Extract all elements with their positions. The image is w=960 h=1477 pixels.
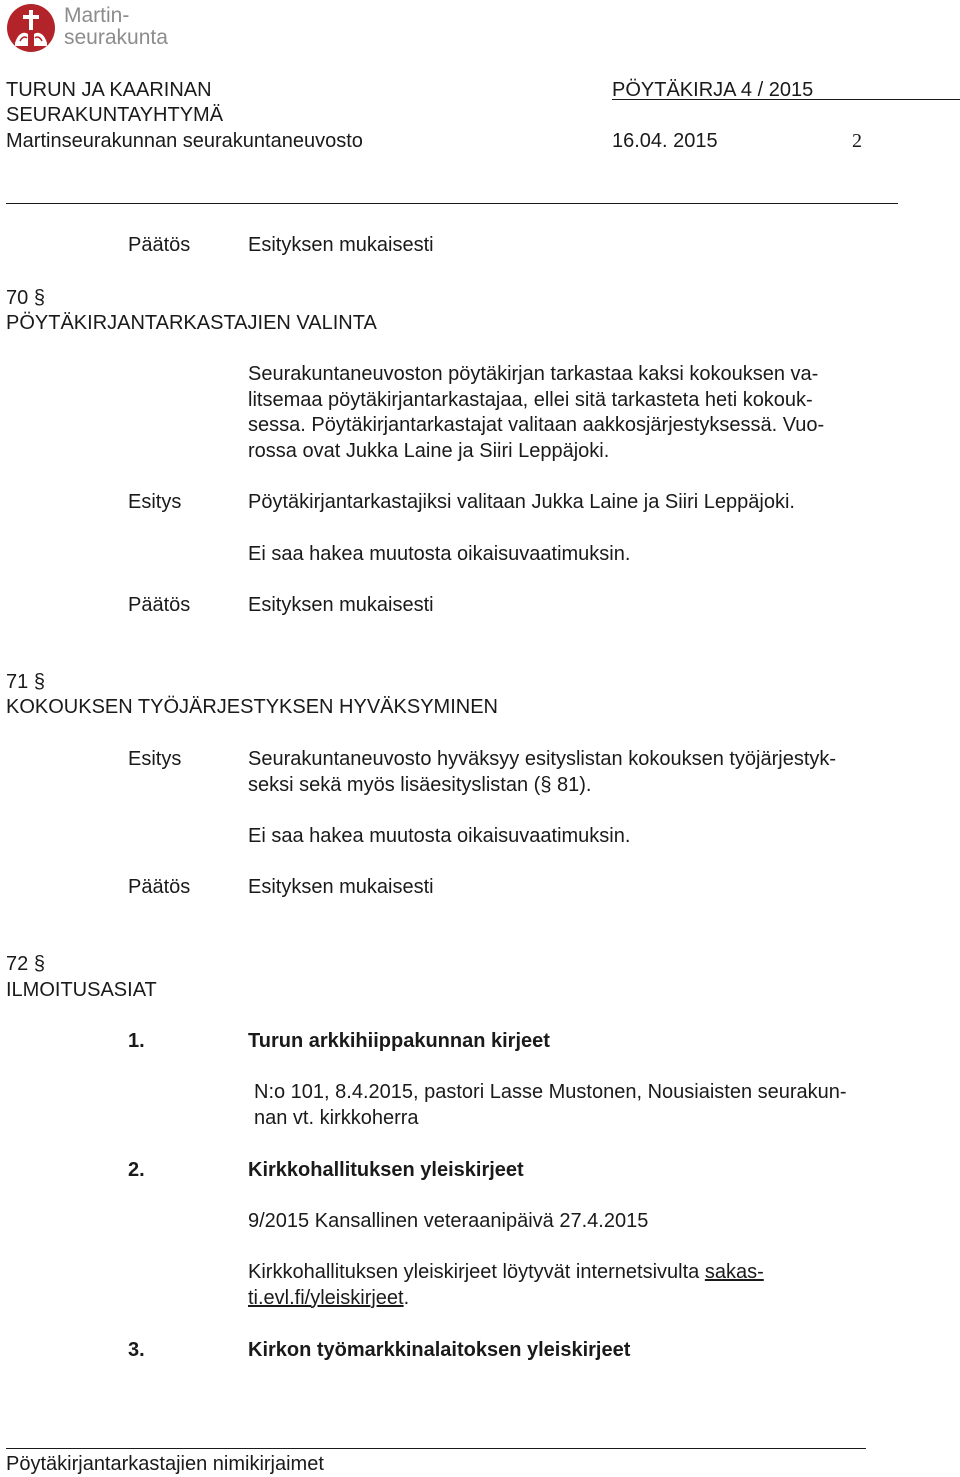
item-line (248, 1260, 764, 1286)
proposal-text: Pöytäkirjantarkastajiksi valitaan Jukka Laine ja Siiri Leppäjoki. (248, 491, 795, 513)
proposal-line-part: 81). (551, 773, 592, 796)
org-line2: SEURAKUNTAYHTYMÄ (6, 104, 224, 126)
item-line: 9/2015 Kansallinen veteraanipäivä 27.4.2015 (248, 1210, 649, 1232)
proposal-label: Esitys (128, 491, 182, 513)
section-70-body (248, 362, 824, 464)
proposal-line-part: seksi sekä myös lisäesityslistan ( (248, 773, 541, 796)
decision-text: Esityksen mukaisesti (248, 234, 434, 256)
org-line3: Martinseurakunnan seurakuntaneuvosto (6, 130, 363, 152)
paragraph-symbol: § (33, 671, 45, 693)
decision-label: Päätös (128, 594, 191, 616)
section-70-title: PÖYTÄKIRJANTARKASTAJIEN VALINTA (6, 312, 377, 334)
proposal-line: Seurakuntaneuvosto hyväksyy esityslistan kokouksen työjärjestyk- (248, 748, 837, 770)
decision-text: Esityksen mukaisesti (248, 876, 434, 898)
header-separator (6, 203, 898, 204)
item-number: 1. (128, 1030, 145, 1052)
decision-label: Päätös (128, 876, 191, 898)
item-line: nan vt. kirkkoherra (254, 1106, 419, 1129)
item-2-link-text (248, 1260, 764, 1311)
body-line: rossa ovat Jukka Laine ja Siiri Leppäjoki. (248, 439, 610, 462)
logo-wordmark (64, 5, 168, 49)
item-line (248, 1286, 764, 1312)
paragraph-symbol: § (540, 773, 552, 796)
item-line: N:o 101, 8.4.2015, pastori Lasse Mustonen, Nousiaisten seurakun- (254, 1081, 847, 1103)
yleiskirjeet-link-part2[interactable]: ti.evl.fi/yleiskirjeet (248, 1286, 404, 1309)
footer-rule (6, 1448, 866, 1449)
doc-title: PÖYTÄKIRJA 4 / 2015 (612, 79, 814, 101)
org-line1: TURUN JA KAARINAN (6, 79, 212, 101)
body-line: sessa. Pöytäkirjantarkastajat valitaan aakkosjärjestyksessä. Vuo- (248, 414, 825, 436)
item-1-body (254, 1080, 847, 1131)
item-title: Turun arkkihiippakunnan kirjeet (248, 1030, 550, 1052)
header-title-rule (612, 99, 960, 100)
meeting-date: 16.04. 2015 (612, 130, 718, 152)
section-number: 70 (6, 287, 29, 309)
body-line: Seurakuntaneuvoston pöytäkirjan tarkastaa kaksi kokouksen va- (248, 363, 819, 385)
item-title: Kirkkohallituksen yleiskirjeet (248, 1159, 524, 1181)
item-line-part: Kirkkohallituksen yleiskirjeet löytyvät internetsivulta (248, 1261, 705, 1283)
section-72-title: ILMOITUSASIAT (6, 979, 157, 1001)
proposal-line (248, 773, 836, 799)
logo-line1: Martin- (64, 4, 130, 27)
item-number: 2. (128, 1159, 145, 1181)
decision-label: Päätös (128, 234, 191, 256)
item-title: Kirkon työmarkkinalaitoksen yleiskirjeet (248, 1339, 631, 1361)
section-71-proposal (248, 747, 836, 798)
paragraph-symbol: § (33, 287, 45, 309)
footer-label: Pöytäkirjantarkastajien nimikirjaimet (6, 1453, 324, 1475)
yleiskirjeet-link-part1[interactable]: sakas- (704, 1261, 764, 1283)
page-number: 2 (852, 130, 862, 152)
proposal-label: Esitys (128, 748, 182, 770)
appeal-note: Ei saa hakea muutosta oikaisuvaatimuksin. (248, 543, 631, 565)
body-line: litsemaa pöytäkirjantarkastajaa, ellei sitä tarkasteta heti kokouk- (248, 388, 813, 411)
section-72-number (6, 952, 45, 976)
section-71-title: KOKOUKSEN TYÖJÄRJESTYKSEN HYVÄKSYMINEN (6, 696, 498, 718)
church-cross-icon (6, 3, 56, 53)
item-line-part: . (403, 1286, 410, 1309)
appeal-note: Ei saa hakea muutosta oikaisuvaatimuksin. (248, 825, 631, 847)
section-70-number (6, 286, 45, 310)
section-71-number (6, 670, 45, 694)
paragraph-symbol: § (33, 953, 45, 975)
item-number: 3. (128, 1339, 145, 1361)
section-number: 71 (6, 671, 29, 693)
martinseurakunta-logo (6, 3, 176, 55)
decision-text: Esityksen mukaisesti (248, 594, 434, 616)
section-number: 72 (6, 953, 29, 975)
logo-line2: seurakunta (64, 26, 168, 49)
